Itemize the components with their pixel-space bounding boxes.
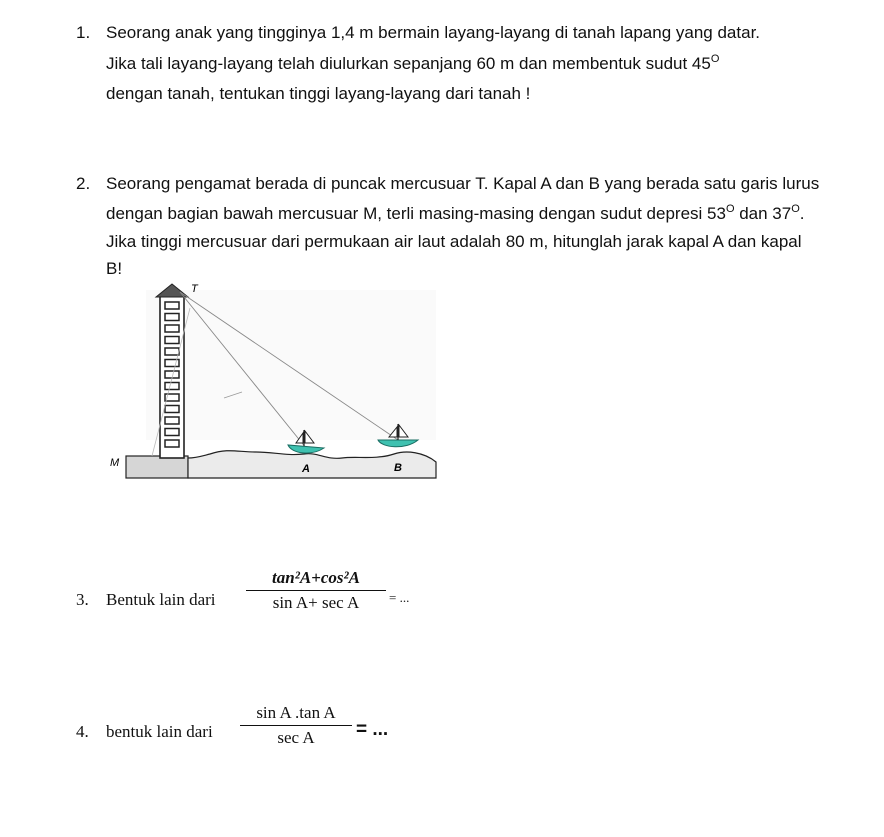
question-1-line-2-text: Jika tali layang-layang telah diulurkan sepanjang 60 m dan membentuk sudut 45 — [106, 54, 711, 73]
label-m: M — [110, 457, 120, 469]
question-1-line-2 — [106, 53, 719, 74]
question-3-prefix: Bentuk lain dari — [106, 590, 216, 609]
lighthouse-window — [165, 429, 179, 436]
question-3-denominator: sin A+ sec A — [272, 593, 360, 612]
question-2-line-2-text-c: . — [799, 204, 805, 223]
lighthouse-window — [165, 383, 179, 390]
question-4-suffix: = ... — [356, 719, 389, 740]
degree-symbol: O — [791, 203, 800, 215]
lighthouse-diagram — [106, 280, 446, 485]
question-2-number: 2. — [76, 174, 91, 193]
lighthouse-window — [165, 348, 179, 355]
fraction-bar — [246, 590, 386, 591]
ship-a-hull — [288, 445, 324, 453]
question-4-numerator: sin A .tan A — [256, 703, 336, 722]
lighthouse-window — [165, 314, 179, 321]
question-3-suffix: = ... — [389, 590, 410, 605]
lighthouse-window — [165, 325, 179, 332]
lighthouse-window — [165, 406, 179, 413]
question-2-line-4: B! — [106, 259, 123, 278]
question-3-number: 3. — [76, 590, 89, 609]
question-1-number: 1. — [76, 23, 91, 42]
question-4-fraction — [240, 703, 352, 748]
fraction-bar — [240, 725, 352, 726]
question-1-line-1: Seorang anak yang tingginya 1,4 m bermain layang-layang di tanah lapang yang datar. — [106, 23, 761, 42]
question-1-line-3: dengan tanah, tentukan tinggi layang-layang dari tanah ! — [106, 84, 531, 103]
ground-base — [126, 456, 188, 478]
question-4-prefix: bentuk lain dari — [106, 722, 213, 741]
ship-b-hull — [378, 440, 418, 447]
question-4-number: 4. — [76, 722, 89, 741]
question-3-fraction — [246, 568, 386, 613]
question-2-line-3: Jika tinggi mercusuar dari permukaan air laut adalah 80 m, hitunglah jarak kapal A dan kapal — [106, 232, 802, 251]
lighthouse-window — [165, 417, 179, 424]
question-2-line-1: Seorang pengamat berada di puncak mercusuar T. Kapal A dan B yang berada satu garis lurus — [106, 174, 820, 193]
label-b: B — [394, 462, 402, 474]
question-4-denominator: sec A — [277, 728, 315, 747]
label-a: A — [302, 463, 310, 475]
figure-background — [146, 290, 436, 440]
lighthouse-window — [165, 302, 179, 309]
question-3-numerator: tan²A+cos²A — [272, 568, 360, 587]
question-2-line-2 — [106, 203, 805, 224]
question-2-line-2-text-b: dan 37 — [734, 204, 792, 223]
question-2-line-2-text-a: dengan bagian bawah mercusuar M, terli masing-masing dengan sudut depresi 53 — [106, 204, 726, 223]
lighthouse-window — [165, 440, 179, 447]
degree-symbol: O — [710, 53, 720, 65]
degree-symbol: O — [725, 203, 735, 215]
lighthouse-window — [165, 337, 179, 344]
label-t: T — [191, 283, 198, 295]
